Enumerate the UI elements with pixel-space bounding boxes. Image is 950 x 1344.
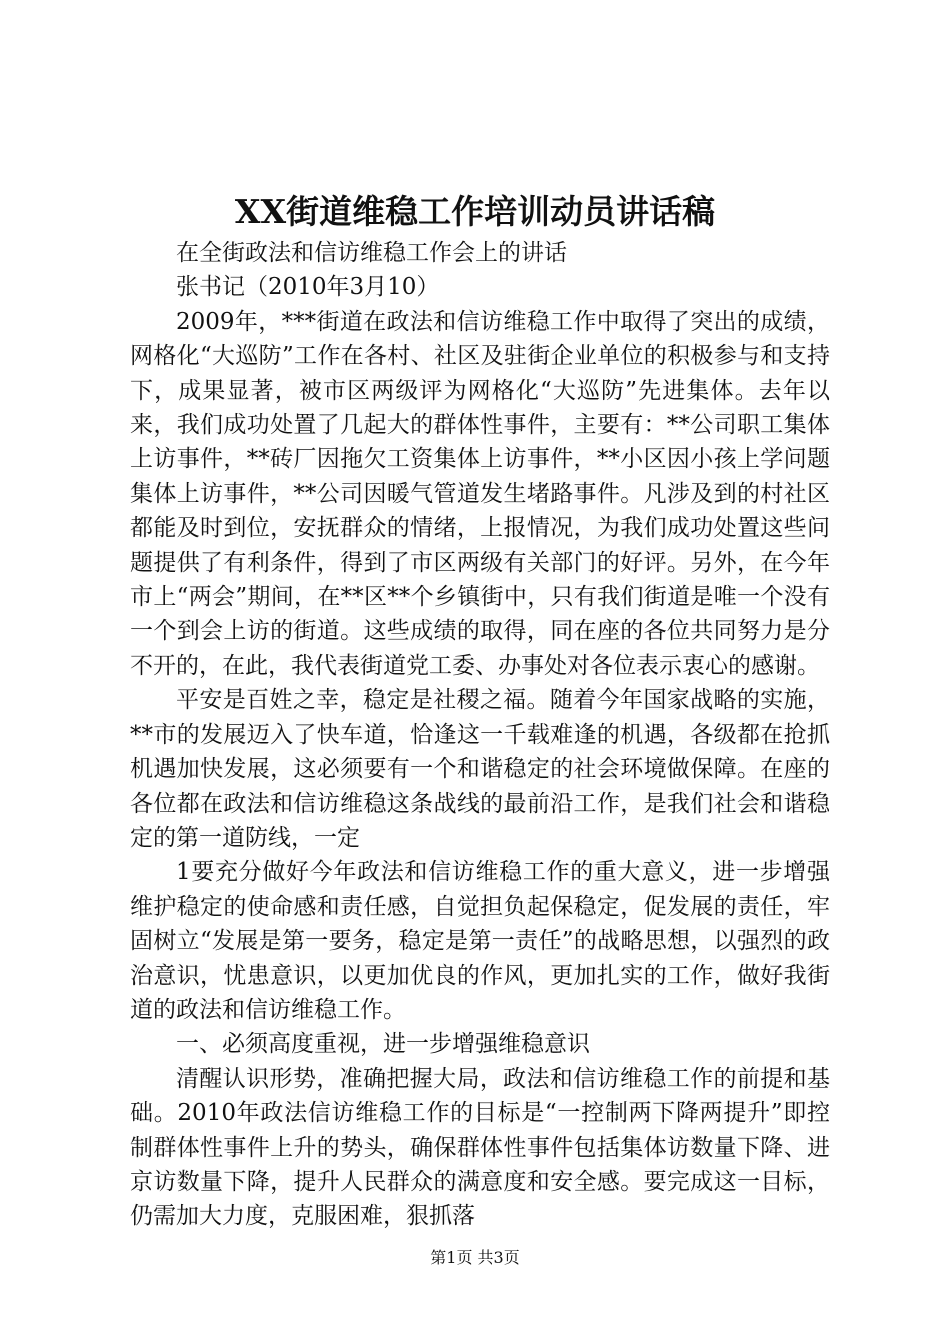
paragraph: 平安是百姓之幸，稳定是社稷之福。随着今年国家战略的实施，**市的发展迈入了快车道，恰逢这一千载难逢的机遇，各级都在抢抓机遇加快发展，这必须要有一个和谐稳定的社会环境做保障。在座的各位都在政法和信访维稳这条战线的最前沿工作，是我们社会和谐稳定的第一道防线，一定	[130, 687, 830, 851]
page-indicator: 第1页 共3页	[430, 1248, 520, 1267]
paragraph: 1要充分做好今年政法和信访维稳工作的重大意义，进一步增强维护稳定的使命感和责任感，自觉担负起保稳定，促发展的责任，牢固树立“发展是第一要务，稳定是第一责任”的战略思想，以强烈的政治意识，忧患意识，以更加优良的作风，更加扎实的工作，做好我街道的政法和信访维稳工作。	[130, 859, 830, 1023]
paragraph: 2009年，***街道在政法和信访维稳工作中取得了突出的成绩，网格化“大巡防”工作在各村、社区及驻街企业单位的积极参与和支持下，成果显著，被市区两级评为网格化“大巡防”先进集体。去年以来，我们成功处置了几起大的群体性事件，主要有：**公司职工集体上访事件，**砖厂因拖欠工资集体上访事件，**小区因小孩上学问题集体上访事件，**公司因暖气管道发生堵路事件。凡涉及到的村社区都能及时到位，安抚群众的情绪，上报情况，为我们成功处置这些问题提供了有利条件，得到了市区两级有关部门的好评。另外，在今年市上“两会”期间，在**区**个乡镇街中，只有我们街道是唯一个没有一个到会上访的街道。这些成绩的取得，同在座的各位共同努力是分不开的，在此，我代表街道党工委、办事处对各位表示衷心的感谢。	[130, 308, 830, 679]
speech-occasion: 在全街政法和信访维稳工作会上的讲话	[176, 240, 567, 266]
section-heading: 一、必须高度重视，进一步增强维稳意识	[176, 1031, 590, 1058]
speaker-line: 张书记（2010年3月10）	[176, 274, 440, 301]
document-body	[130, 236, 830, 1234]
paragraph: 清醒认识形势，准确把握大局，政法和信访维稳工作的前提和基础。2010年政法信访维稳工作的目标是“一控制两下降两提升”即控制群体性事件上升的势头，确保群体性事件包括集体访数量下降、进京访数量下降，提升人民群众的满意度和安全感。要完成这一目标，仍需加大力度，克服困难，狠抓落	[130, 1065, 830, 1230]
document-title: XX街道维稳工作培训动员讲话稿	[234, 192, 716, 231]
